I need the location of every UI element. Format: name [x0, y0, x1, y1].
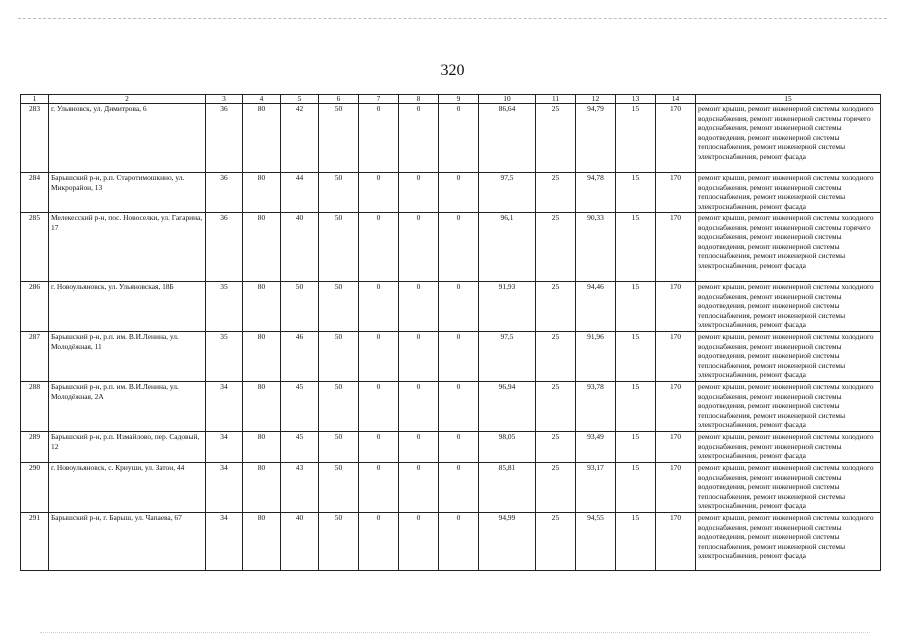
column-number-row — [21, 95, 881, 104]
value-cell: 35 — [206, 282, 243, 332]
works-cell: ремонт крыши, ремонт инженерной системы холодного водоснабжения, ремонт инженерной системы горячего водоснабжения, ремонт инженерной системы водоотведения, ремонт инженерной системы теплоснабжения, ремонт инженерной системы электроснабжения, ремонт фасада — [696, 213, 881, 282]
value-cell: 80 — [243, 513, 281, 571]
value-cell: 80 — [243, 332, 281, 382]
column-header: 1 — [21, 95, 49, 104]
value-cell: 80 — [243, 432, 281, 463]
value-cell: 25 — [536, 213, 576, 282]
table-row — [21, 213, 881, 282]
row-number: 288 — [21, 382, 49, 432]
column-header: 4 — [243, 95, 281, 104]
value-cell: 25 — [536, 282, 576, 332]
value-cell: 170 — [656, 382, 696, 432]
value-cell: 0 — [399, 382, 439, 432]
value-cell: 0 — [439, 382, 479, 432]
value-cell: 80 — [243, 282, 281, 332]
value-cell: 15 — [616, 432, 656, 463]
value-cell: 0 — [439, 432, 479, 463]
table-row — [21, 282, 881, 332]
works-cell: ремонт крыши, ремонт инженерной системы холодного водоснабжения, ремонт инженерной системы водоотведения, ремонт инженерной системы теплоснабжения, ремонт инженерной системы электроснабжения, ремонт фасада — [696, 382, 881, 432]
address-cell: Барышский р-н, р.п. им. В.И.Ленина, ул. Молодёжная, 11 — [49, 332, 206, 382]
address-cell: Мелекесский р-н, пос. Новоселки, ул. Гагарина, 17 — [49, 213, 206, 282]
value-cell: 50 — [281, 282, 319, 332]
works-cell: ремонт крыши, ремонт инженерной системы холодного водоснабжения, ремонт инженерной системы водоотведения, ремонт инженерной системы теплоснабжения, ремонт инженерной системы электроснабжения, ремонт фасада — [696, 332, 881, 382]
value-cell: 50 — [319, 213, 359, 282]
value-cell: 0 — [439, 463, 479, 513]
repair-register-table — [20, 94, 881, 571]
column-header: 3 — [206, 95, 243, 104]
value-cell: 93,78 — [576, 382, 616, 432]
value-cell: 34 — [206, 513, 243, 571]
address-cell: Барышский р-н, р.п. Старотимошкино, ул. Микрорайон, 13 — [49, 173, 206, 213]
works-cell: ремонт крыши, ремонт инженерной системы холодного водоснабжения, ремонт инженерной системы водоотведения, ремонт инженерной системы теплоснабжения, ремонт инженерной системы электроснабжения, ремонт фасада — [696, 513, 881, 571]
column-header: 8 — [399, 95, 439, 104]
row-number: 284 — [21, 173, 49, 213]
column-header: 15 — [696, 95, 881, 104]
value-cell: 25 — [536, 104, 576, 173]
value-cell: 25 — [536, 432, 576, 463]
value-cell: 0 — [399, 332, 439, 382]
value-cell: 0 — [439, 332, 479, 382]
value-cell: 50 — [319, 382, 359, 432]
value-cell: 170 — [656, 332, 696, 382]
value-cell: 170 — [656, 463, 696, 513]
value-cell: 50 — [319, 173, 359, 213]
address-cell: Барышский р-н, р.п. им. В.И.Ленина, ул. Молодёжная, 2А — [49, 382, 206, 432]
value-cell: 0 — [439, 282, 479, 332]
value-cell: 15 — [616, 382, 656, 432]
value-cell: 94,78 — [576, 173, 616, 213]
row-number: 289 — [21, 432, 49, 463]
value-cell: 50 — [319, 104, 359, 173]
row-number: 287 — [21, 332, 49, 382]
column-header: 7 — [359, 95, 399, 104]
value-cell: 96,94 — [479, 382, 536, 432]
column-header: 2 — [49, 95, 206, 104]
value-cell: 96,1 — [479, 213, 536, 282]
row-number: 290 — [21, 463, 49, 513]
column-header: 13 — [616, 95, 656, 104]
value-cell: 97,5 — [479, 173, 536, 213]
works-cell: ремонт крыши, ремонт инженерной системы холодного водоснабжения, ремонт инженерной системы теплоснабжения, ремонт инженерной системы электроснабжения, ремонт фасада — [696, 173, 881, 213]
value-cell: 80 — [243, 382, 281, 432]
works-cell: ремонт крыши, ремонт инженерной системы холодного водоснабжения, ремонт инженерной системы водоотведения, ремонт инженерной системы теплоснабжения, ремонт инженерной системы электроснабжения, ремонт фасада — [696, 282, 881, 332]
value-cell: 90,33 — [576, 213, 616, 282]
value-cell: 15 — [616, 282, 656, 332]
value-cell: 36 — [206, 104, 243, 173]
value-cell: 40 — [281, 513, 319, 571]
value-cell: 0 — [359, 104, 399, 173]
value-cell: 0 — [399, 282, 439, 332]
value-cell: 91,96 — [576, 332, 616, 382]
value-cell: 85,81 — [479, 463, 536, 513]
value-cell: 15 — [616, 332, 656, 382]
value-cell: 36 — [206, 173, 243, 213]
value-cell: 94,55 — [576, 513, 616, 571]
value-cell: 0 — [359, 282, 399, 332]
value-cell: 0 — [399, 213, 439, 282]
value-cell: 50 — [319, 282, 359, 332]
value-cell: 170 — [656, 213, 696, 282]
value-cell: 94,99 — [479, 513, 536, 571]
address-cell: Барышский р-н, г. Барыш, ул. Чапаева, 67 — [49, 513, 206, 571]
column-header: 9 — [439, 95, 479, 104]
value-cell: 15 — [616, 213, 656, 282]
value-cell: 93,17 — [576, 463, 616, 513]
value-cell: 94,79 — [576, 104, 616, 173]
row-number: 291 — [21, 513, 49, 571]
column-header: 11 — [536, 95, 576, 104]
works-cell: ремонт крыши, ремонт инженерной системы холодного водоснабжения, ремонт инженерной системы электроснабжения, ремонт фасада — [696, 432, 881, 463]
value-cell: 0 — [399, 463, 439, 513]
value-cell: 44 — [281, 173, 319, 213]
value-cell: 34 — [206, 382, 243, 432]
value-cell: 0 — [439, 104, 479, 173]
table-row — [21, 463, 881, 513]
value-cell: 170 — [656, 432, 696, 463]
scan-edge-bottom — [40, 632, 870, 633]
table-row — [21, 332, 881, 382]
value-cell: 0 — [399, 104, 439, 173]
value-cell: 0 — [399, 432, 439, 463]
row-number: 283 — [21, 104, 49, 173]
value-cell: 15 — [616, 513, 656, 571]
scan-edge-top — [18, 18, 887, 19]
value-cell: 45 — [281, 382, 319, 432]
value-cell: 0 — [439, 513, 479, 571]
table-row — [21, 432, 881, 463]
value-cell: 34 — [206, 432, 243, 463]
value-cell: 93,49 — [576, 432, 616, 463]
value-cell: 15 — [616, 104, 656, 173]
value-cell: 25 — [536, 382, 576, 432]
value-cell: 86,64 — [479, 104, 536, 173]
column-header: 6 — [319, 95, 359, 104]
value-cell: 0 — [359, 382, 399, 432]
value-cell: 35 — [206, 332, 243, 382]
value-cell: 0 — [359, 513, 399, 571]
value-cell: 50 — [319, 513, 359, 571]
value-cell: 170 — [656, 173, 696, 213]
value-cell: 0 — [399, 173, 439, 213]
value-cell: 170 — [656, 513, 696, 571]
value-cell: 50 — [319, 332, 359, 382]
value-cell: 25 — [536, 332, 576, 382]
value-cell: 0 — [399, 513, 439, 571]
column-header: 5 — [281, 95, 319, 104]
address-cell: г. Новоульяновск, ул. Ульяновская, 18Б — [49, 282, 206, 332]
address-cell: г. Ульяновск, ул. Димитрова, 6 — [49, 104, 206, 173]
value-cell: 94,46 — [576, 282, 616, 332]
value-cell: 34 — [206, 463, 243, 513]
works-cell: ремонт крыши, ремонт инженерной системы холодного водоснабжения, ремонт инженерной системы водоотведения, ремонт инженерной системы теплоснабжения, ремонт инженерной системы электроснабжения, ремонт фасада — [696, 463, 881, 513]
table-row — [21, 513, 881, 571]
value-cell: 15 — [616, 463, 656, 513]
column-header: 12 — [576, 95, 616, 104]
value-cell: 80 — [243, 104, 281, 173]
value-cell: 0 — [359, 463, 399, 513]
row-number: 286 — [21, 282, 49, 332]
value-cell: 42 — [281, 104, 319, 173]
value-cell: 40 — [281, 213, 319, 282]
value-cell: 170 — [656, 104, 696, 173]
value-cell: 0 — [359, 173, 399, 213]
value-cell: 36 — [206, 213, 243, 282]
table-row — [21, 173, 881, 213]
table-row — [21, 382, 881, 432]
value-cell: 0 — [359, 432, 399, 463]
column-header: 10 — [479, 95, 536, 104]
page-number: 320 — [440, 62, 465, 79]
value-cell: 50 — [319, 463, 359, 513]
value-cell: 0 — [439, 173, 479, 213]
value-cell: 0 — [439, 213, 479, 282]
value-cell: 97,5 — [479, 332, 536, 382]
value-cell: 80 — [243, 173, 281, 213]
table-row — [21, 104, 881, 173]
value-cell: 25 — [536, 173, 576, 213]
value-cell: 46 — [281, 332, 319, 382]
value-cell: 80 — [243, 463, 281, 513]
address-cell: г. Новоульяновск, с. Криуши, ул. Затон, 44 — [49, 463, 206, 513]
value-cell: 15 — [616, 173, 656, 213]
value-cell: 170 — [656, 282, 696, 332]
works-cell: ремонт крыши, ремонт инженерной системы холодного водоснабжения, ремонт инженерной системы горячего водоснабжения, ремонт инженерной системы водоотведения, ремонт инженерной системы теплоснабжения, ремонт инженерной системы электроснабжения, ремонт фасада — [696, 104, 881, 173]
value-cell: 98,05 — [479, 432, 536, 463]
value-cell: 80 — [243, 213, 281, 282]
value-cell: 25 — [536, 513, 576, 571]
column-header: 14 — [656, 95, 696, 104]
address-cell: Барышский р-н, р.п. Измайлово, пер. Садовый, 12 — [49, 432, 206, 463]
value-cell: 45 — [281, 432, 319, 463]
value-cell: 25 — [536, 463, 576, 513]
value-cell: 43 — [281, 463, 319, 513]
value-cell: 0 — [359, 332, 399, 382]
value-cell: 91,93 — [479, 282, 536, 332]
value-cell: 50 — [319, 432, 359, 463]
row-number: 285 — [21, 213, 49, 282]
value-cell: 0 — [359, 213, 399, 282]
